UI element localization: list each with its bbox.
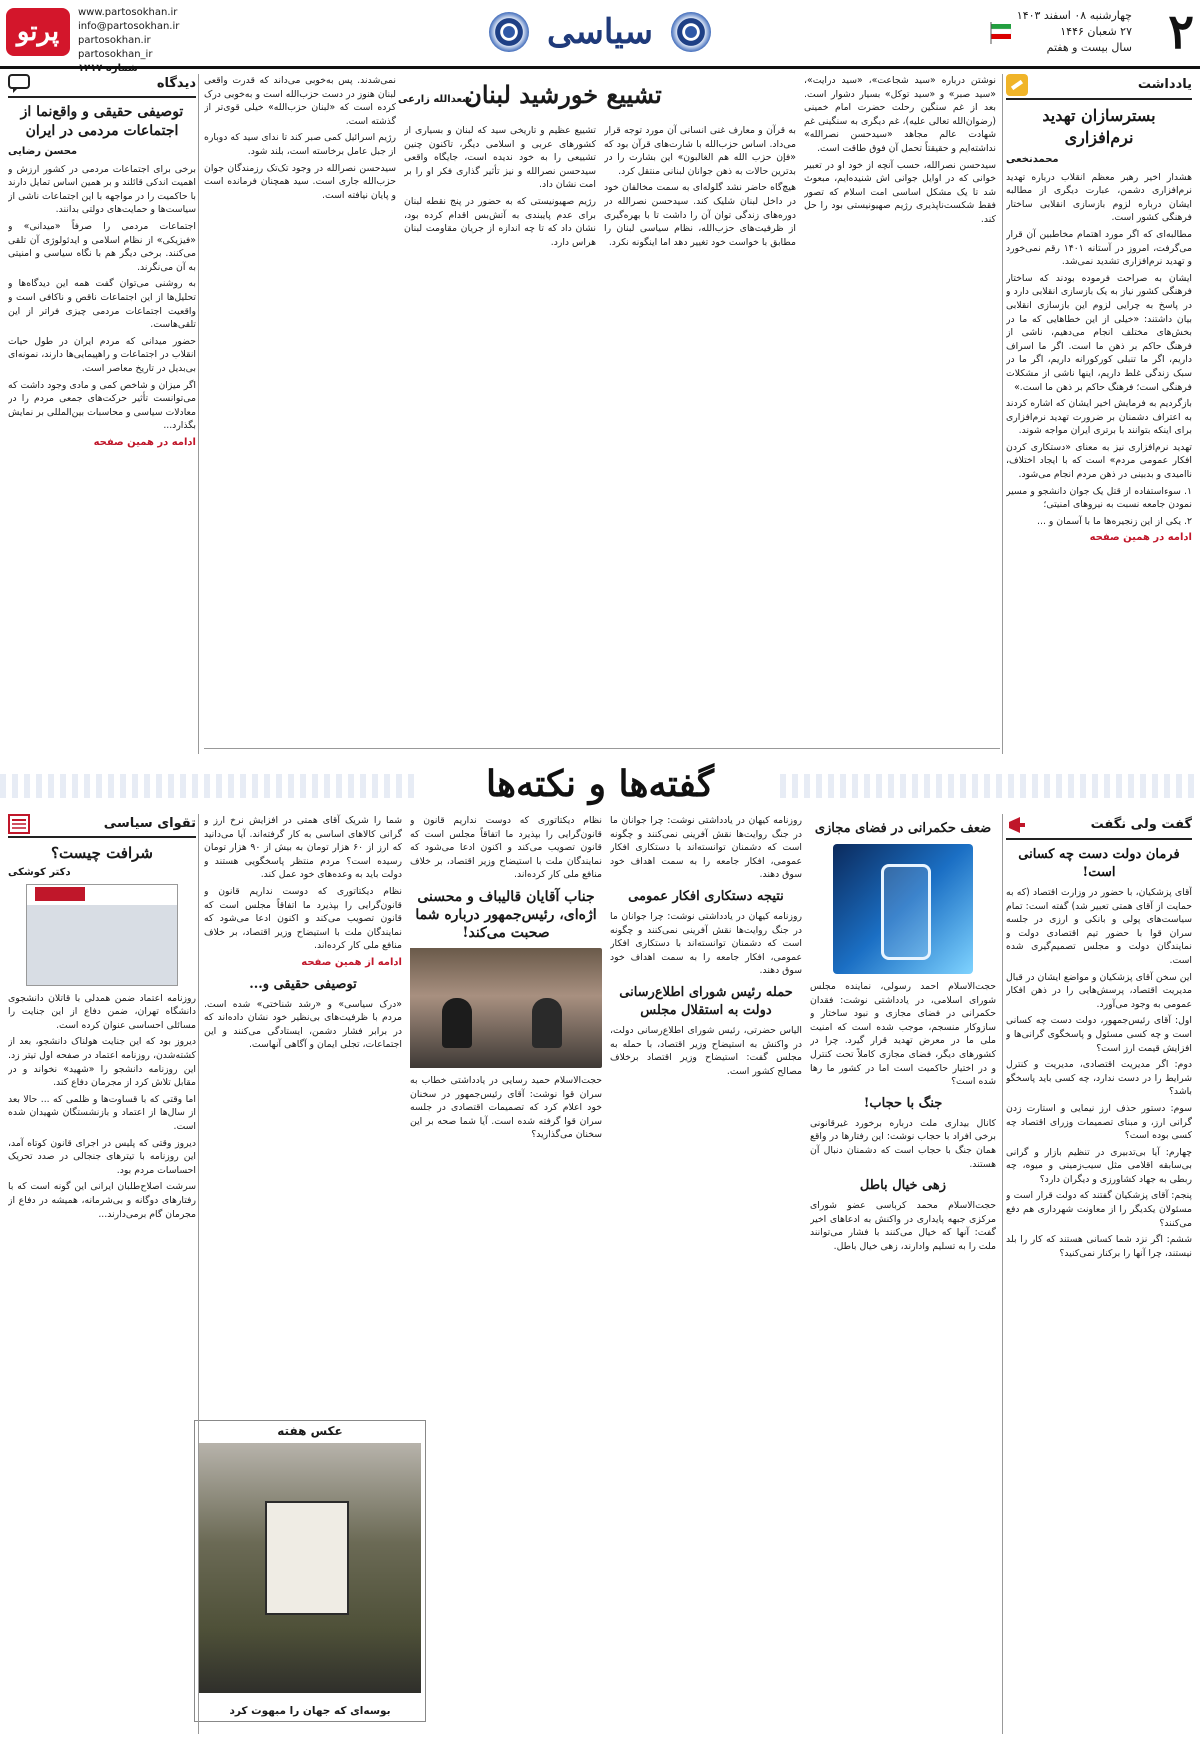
megaphone-icon — [1006, 814, 1028, 836]
zaf-column — [810, 814, 996, 1734]
site-short: partosokhan.ir — [78, 35, 151, 46]
continue-note[interactable]: ادامه در همین صفحه — [93, 436, 196, 448]
newspaper-icon — [8, 814, 30, 834]
goftvali-title: فرمان دولت دست چه کسانی است! — [1018, 847, 1180, 880]
paragraph: چهارم: آیا بی‌تدبیری در تنظیم بازار و گرانی بی‌سابقه اقلامی مثل سیب‌زمینی و میوه، چه ربطی به جهاد کشاورزی و دیگران دارد؟ — [1006, 1146, 1192, 1185]
natije-column — [610, 814, 802, 1734]
paragraph: ۲. یکی از این زنجیره‌ها ما با آسمان و ... — [1037, 515, 1192, 527]
pencil-icon — [1006, 74, 1028, 96]
didgah-title: توصیفی حقیقی و واقع‌نما از اجتماعات مردمی در ایران — [20, 104, 184, 139]
yaddasht-column — [1006, 74, 1192, 754]
jenab-column — [410, 814, 602, 1414]
newspaper-clipping — [26, 884, 178, 986]
paragraph: تهدید نرم‌افزاری نیز به معنای «دستکاری کردن افکار عمومی مردم» است که با ایجاد اختلاف، ناامیدی و بدبینی در ذهن مردم انجام می‌شود. — [1006, 441, 1192, 481]
speech-bubble-icon — [8, 74, 30, 94]
paragraph: ایشان به صراحت فرموده بودند که ساختار فرهنگی کشور نیاز به یک بازسازی انقلابی دارد و در پاسخ به چرایی لزوم این بازسازی انقلابی بیان داشتند: «خیلی از این خطاهایی که ما در بخش‌های مختلف انجام می‌دهیم، ناشی از فرهنگ حاکم بر ذهن ما است. اگر ما اسراف داریم، اگر ما تنبلی کورکورانه داریم، اگر ما در سبک زندگی غلط داریم، اینها ناشی از مشکلات فرهنگی است؛ فرهنگ حاکم بر ذهن ما است.» — [1006, 272, 1192, 393]
paragraph: مطالبه‌ای که اگر مورد اهتمام مخاطبین آن قرار می‌گرفت، امروز در آستانه ۱۴۰۱ رقم نمی‌خورد و تهدید نرم‌افزاری تشدید نمی‌شد. — [1006, 228, 1192, 268]
newspaper-logo: پرتو — [6, 8, 70, 56]
issue-dates — [1012, 8, 1132, 56]
lead-title: تشییع خورشید لبنان — [464, 80, 662, 109]
paragraph: شما را شریک آقای همتی در افزایش نرخ ارز و گرانی کالاهای اساسی به کار گرفته‌اند. آیا می‌دانید که ارز از ۶۰ هزار تومان به بیش از ۹۰ هزار تومان رسیده است؟ مردم منتظر پاسخگویی هستند و دولت باید به وعده‌های خود عمل کند. — [204, 815, 402, 881]
goftvali-header — [1006, 814, 1192, 840]
goftvali-column — [1006, 814, 1192, 1734]
jenab-title: جناب آقایان قالیباف و محسنی اژه‌ای، رئیس‌جمهور درباره شما صحبت می‌کند! — [415, 888, 597, 941]
paragraph: اما وقتی که با قساوت‌ها و ظلمی که ... حالا بعد از سال‌ها از اعتماد و بازنشستگان شهیدان شده است. — [8, 1093, 196, 1132]
didgah-header — [8, 74, 196, 98]
paragraph: حجت‌الاسلام محمد کرباسی عضو شورای مرکزی جبهه پایداری در واکنش به ادعاهای اخیر گفت: آنها که خیال می‌کنند با فشار می‌توانند ملت را به تسلیم وادارند، زهی خیال باطل. — [810, 1200, 996, 1252]
column-divider — [198, 74, 199, 754]
paragraph: کانال بیداری ملت درباره برخورد غیرقانونی برخی افراد با حجاب نوشت: این رفتارها در واقع همان جنگ با حجاب است که دشمنان دنبال آن هستند. — [810, 1117, 996, 1170]
tosifi-title: توصیفی حقیقی و... — [249, 976, 357, 992]
taqva-column — [8, 814, 196, 1734]
section-banner — [0, 760, 1200, 808]
date-hijri: ۲۷ شعبان ۱۴۴۶ — [1060, 25, 1132, 38]
photo-of-week — [194, 1420, 426, 1722]
paragraph: ۱. سوءاستفاده از قتل یک جوان دانشجو و مسیر نمودن جامعه نسبت به نیروهای امنیتی؛ — [1006, 485, 1192, 511]
paragraph: اجتماعات مردمی را صرفاً «میدانی» و «فیزیکی» از نظام اسلامی و ایدئولوژی آن تلقی می‌کنند. برخی دیگر هم با نگاه سیاسی و امنیتی به آن می‌نگرند. — [8, 220, 196, 273]
zehi-title: زهی خیال باطل — [859, 1178, 947, 1194]
column-divider — [1002, 814, 1003, 1734]
paragraph: اول: آقای رئیس‌جمهور، دولت دست چه کسانی است و چه کسی مسئول و پاسخگوی گرانی‌ها و افزایش قیمت ارز است؟ — [1006, 1015, 1192, 1054]
column-divider — [198, 814, 199, 1734]
didgah-column — [8, 74, 196, 754]
iran-flag-icon — [987, 18, 1015, 46]
continue-note[interactable]: ادامه از همین صفحه — [301, 956, 402, 968]
masthead — [0, 0, 1200, 74]
paragraph: سرشت اصلاح‌طلبان ایرانی این گونه است که با رفتارهای دوگانه و بی‌شرمانه، همیشه در دفاع از مجرمان گام برمی‌دارند... — [8, 1181, 196, 1220]
column-divider — [1002, 74, 1003, 754]
paragraph: ششم: اگر نزد شما کسانی هستند که کار را بلد نیستند، چرا آنها را برکنار نمی‌کنید؟ — [1006, 1234, 1192, 1259]
paragraph: دیروز وقتی که پلیس در اجرای قانون کوتاه آمد، این روزنامه با تیترهای جنجالی در صدد تحریک احساسات مردم بود. — [8, 1137, 196, 1176]
paragraph: تشییع عظیم و تاریخی سید که لبنان و بسیاری از کشورهای عربی و اسلامی دیگر، تاکنون چنین تشییعی را به خود ندیده است، جایگاه واقعی سیدحسن نصرالله و نیز تأثیر گذاری فکر او را بر امت نشان داد. — [404, 125, 596, 191]
lead-col-3 — [404, 124, 596, 744]
natije-title: نتیجه دستکاری افکار عمومی — [628, 888, 784, 904]
paragraph: نوشتن درباره «سید شجاعت»، «سید درایت»، «سید صبر» و «سید توکل» بسیار دشوار است. بعد از غم سنگین رحلت حضرت امام خمینی (رضوان‌الله تعالی علیه)، غم دیگری به سنگینی غم شهادت عالم مجاهد «سیدحسن نصرالله» نداشته‌ایم و حقیقتاً تحمل آن فوق طاقت است. — [804, 75, 996, 154]
paragraph: حجت‌الاسلام احمد رسولی، نماینده مجلس شورای اسلامی، در یادداشتی نوشت: فقدان حکمرانی در فضای مجازی و نبود ساختار و سازوکار منسجم، موجب شده است که امنیت ملی ما در معرض تهدید قرار گیرد. چرا در کشورهای دیگر، فضای مجازی کاملاً تحت کنترل و در اختیار حاکمیت است اما در کشور ما رها شده است؟ — [810, 981, 996, 1088]
yaddasht-author: محمدنخعی — [1006, 154, 1059, 165]
section-title: سیاسی — [547, 12, 653, 52]
date-shamsi: چهارشنبه ۰۸ اسفند ۱۴۰۳ — [1016, 9, 1132, 22]
yaddasht-title: بسترسازان تهدید نرم‌افزاری — [1042, 106, 1156, 147]
paragraph: سوم: دستور حذف ارز نیمایی و استارت زدن گرانی ارز، و مبنای تصمیمات وزرای اقتصاد چه کسی بوده است؟ — [1006, 1102, 1192, 1142]
paragraph: به قرآن و معارف غنی انسانی آن مورد توجه قرار می‌داد. اساس حزب‌الله با شارت‌های قرآن بود که «فإن حزب الله هم الغالبون» این بشارت را در بدترین حالات به ذهن جوانان لبنانی منتقل کرد. — [604, 125, 796, 177]
yaddasht-label: یادداشت — [1137, 77, 1192, 93]
taqva-title: شرافت چیست؟ — [50, 844, 153, 862]
website-link[interactable]: www.partosokhan.ir — [78, 7, 178, 18]
certificate-frame — [265, 1501, 349, 1615]
paragraph: روزنامه اعتماد ضمن همدلی با قاتلان دانشجوی دانشگاه تهران، ضمن دفاع از این جنایت را مسائلی احساسی عنوان کرده است. — [8, 992, 196, 1031]
paragraph: حضور میدانی که مردم ایران در طول حیات انقلاب در اجتماعات و راهپیمایی‌ها دارند، نمونه‌ای بی‌بدیل در تاریخ معاصر است. — [8, 335, 196, 374]
lead-col-1 — [804, 74, 996, 744]
paragraph: حجت‌الاسلام حمید رسایی در یادداشتی خطاب به سران قوا نوشت: آقای رئیس‌جمهور در سخنان خود اعلام کرد که تصمیمات اقتصادی در جلسه سران قوا گرفته شده است. آیا شما صحه بر این سخنان می‌گذارید؟ — [410, 1074, 602, 1141]
paragraph: الیاس حضرتی، رئیس شورای اطلاع‌رسانی دولت، در واکنش به استیضاح وزیر اقتصاد، با حمله به مجلس گفت: استیضاح وزیر اقتصاد برخلاف مصالح کشور است. — [610, 1024, 802, 1077]
photo-week-caption: بوسه‌ای که جهان را مبهوت کرد — [229, 1705, 391, 1717]
photo-week-label: عکس هفته — [277, 1424, 343, 1438]
paragraph: سیدحسن نصرالله در وجود تک‌تک رزمندگان جوان حزب‌الله جاری است. سید همچنان فرمانده است و پایان نیافته است. — [204, 162, 396, 201]
rosette-ornament-icon — [671, 12, 711, 52]
lead-author: سعدالله زارعی — [398, 94, 472, 105]
paragraph: هیچ‌گاه حاضر نشد گلوله‌ای به سمت مخالفان خود در داخل لبنان شلیک کند. سیدحسن نصرالله در دوره‌های زندگی توان آن را داشت تا با بهره‌گیری از ظرفیت‌های حزب‌الله، نظام سیاسی لبنان را مطابق با خواست خود تغییر دهد اما اینگونه نکرد. — [604, 182, 796, 248]
rosette-ornament-icon — [489, 12, 529, 52]
row-divider — [204, 748, 1000, 749]
paragraph: هشدار اخیر رهبر معظم انقلاب درباره تهدید نرم‌افزاری دشمن، عبارت دیگری از مطالبه ایشان درباره لزوم بازسازی انقلابی ساختار فرهنگی کشور است. — [1006, 171, 1192, 224]
paragraph: اگر میزان و شاخص کمی و مادی وجود داشت که می‌توانست تأثیر حرکت‌های جمعی مردم را در معادلات سیاسی و محاسبات بین‌المللی بر نمایش بگذارد... — [8, 379, 196, 432]
paragraph: نظام دیکتاتوری که دوست نداریم قانون و قانون‌گرایی را بپذیرد ما اتفاقاً مجلس است که قانون تصویب می‌کند و اکنون ادعا می‌شود که نمایندگان ملت با استیضاح وزیر اقتصاد، بر خلاف منافع ملی کار کرده‌اند. — [410, 815, 602, 881]
didgah-label: دیدگاه — [156, 76, 196, 92]
paragraph: بازگردیم به فرمایش اخیر ایشان که اشاره کردند به اعتراف دشمنان بر ضرورت تهدید نرم‌افزاری برای اینکه بتوانند با برتری ایران مواجه شوند. — [1006, 398, 1192, 437]
masthead-rule — [0, 66, 1200, 69]
paragraph: روزنامه کیهان در یادداشتی نوشت: چرا جوانان ما در جنگ روایت‌ها نقش آفرینی نمی‌کنند و چگونه است که دشمنان توانسته‌اند با دستکاری افکار عمومی، افکار جامعه را به سمت اهداف خود سوق دهند. — [610, 910, 802, 977]
paragraph: رژیم اسرائیل کمی صبر کند تا ندای سید که دوباره از جبل عامل برخاسته است، بلند شود. — [204, 132, 396, 157]
paragraph: پنجم: آقای پزشکیان گفتند که دولت قرار است و مسئولان یکدیگر را از معاونت شهرداری هم دفع می‌کنند؟ — [1006, 1190, 1192, 1229]
paragraph: نظام دیکتاتوری که دوست نداریم قانون و قانون‌گرایی را بپذیرد ما اتفاقاً مجلس است که قانون تصویب می‌کند و اکنون ادعا می‌شود که نمایندگان ملت با استیضاح وزیر اقتصاد، بر خلاف منافع ملی کار کرده‌اند. — [204, 885, 402, 952]
section-title-wrap — [450, 8, 750, 56]
meeting-photo — [410, 948, 602, 1068]
paragraph: این سخن آقای پزشکیان و مواضع ایشان در قبال مدیریت اقتصاد، پرسش‌هایی را در ذهن افکار عمومی به وجود می‌آورد. — [1006, 971, 1192, 1010]
didgah-author: محسن رضایی — [8, 146, 78, 157]
continue-note[interactable]: ادامه در همین صفحه — [1089, 532, 1192, 544]
taqva-label: تقوای سیاسی — [103, 816, 196, 832]
paragraph: نمی‌شدند. پس به‌خوبی می‌داند که قدرت واقعی لبنان هنوز در دست حزب‌الله است و به‌خوبی درک کرده است که «لبنان حزب‌الله» خیلی قوی‌تر از گذشته است. — [204, 75, 396, 127]
publication-year: سال بیست و هفتم — [1046, 41, 1132, 54]
taqva-header — [8, 814, 196, 838]
paragraph: «درک سیاسی» و «رشد شناختی» شده است. مردم با ظرفیت‌های بی‌نظیر خود نشان داده‌اند که در برابر فشار دشمن، ایستادگی می‌کنند و این اجتماعات، تجلی ایمان و آگاهی آنهاست. — [204, 998, 402, 1051]
lead-col-4 — [204, 74, 396, 744]
banner-title: گفته‌ها و نکته‌ها — [420, 762, 780, 806]
smartphone-illustration — [833, 844, 973, 974]
lead-col-2 — [604, 124, 796, 744]
yaddasht-header — [1006, 74, 1192, 100]
paragraph: سیدحسن نصرالله، حسب آنچه از خود او در تعبیر خوانی که در اوایل جوانی اش شنیده‌ایم، مبعوث شد تا یک مشکل اساسی امت اسلام که تصور فقط شکست‌ناپذیری رژیم صهیونیستی بود را حل کند. — [804, 159, 996, 225]
mid-left-column — [204, 814, 402, 1414]
goftvali-label: گفت ولی نگفت — [1090, 817, 1192, 833]
paragraph: آقای پزشکیان، با حضور در وزارت اقتصاد (که به حمایت از آقای همتی تعبیر شد) گفته است: تمام سیاست‌های پولی و بانکی و ارزی در جلسه سران قوا با حضور تیم اقتصادی دولت و نمایندگان دولت و مجلس تصمیم‌گیری شده است. — [1006, 887, 1192, 966]
email-link[interactable]: info@partosokhan.ir — [78, 21, 180, 32]
paragraph: روزنامه کیهان در یادداشتی نوشت: چرا جوانان ما در جنگ روایت‌ها نقش آفرینی نمی‌کنند و چگونه است که دشمنان توانسته‌اند با دستکاری افکار عمومی، افکار جامعه را به سمت اهداف خود سوق دهند. — [610, 815, 802, 881]
jang-title: جنگ با حجاب! — [863, 1095, 943, 1111]
taqva-author: دکتر کوشکی — [8, 867, 71, 878]
social-handle: partosokhan_ir — [78, 49, 153, 60]
paragraph: دیروز بود که این جنایت هولناک دانشجو، بعد از کشته‌شدن، روزنامه اعتماد در صفحه اول تیتر زد. این روزنامه دانشجو را «شهید» نخواند و در مقابل تلاش کرد از مجرمان دفاع کند. — [8, 1036, 196, 1089]
zaf-title: ضعف حکمرانی در فضای مجازی — [814, 821, 992, 836]
hamle-title: حمله رئیس شورای اطلاع‌رسانی دولت به استقلال مجلس — [619, 984, 793, 1018]
paragraph: به روشنی می‌توان گفت همه این دیدگاه‌ها و تحلیل‌ها از این اجتماعات ناقص و ناکافی است و واقعیت اجتماعات مردمی چیزی فراتر از این تلقی‌هاست. — [8, 278, 196, 331]
paragraph: برخی برای اجتماعات مردمی در کشور ارزش و اهمیت اندکی قائلند و بر همین اساس تمایل دارند با حاکمیت را در مواجهه با این اجتماعات ناشی از سیاست‌ها و حمایت‌های دولتی بدانند. — [8, 163, 196, 216]
paragraph: رژیم صهیونیستی که به حضور در پنج نقطه لبنان برای عدم پایبندی به آتش‌بس اقدام کرده بود، نشان داد که تا چه اندازه از جریان مقاومت لبنان هراس دارد. — [404, 195, 596, 248]
page-number: ۲ — [1168, 4, 1194, 60]
paragraph: دوم: اگر مدیریت اقتصادی، مدیریت و کنترل شرایط را در دست ندارد، چه کسی باید پاسخگو باشد؟ — [1006, 1059, 1192, 1098]
